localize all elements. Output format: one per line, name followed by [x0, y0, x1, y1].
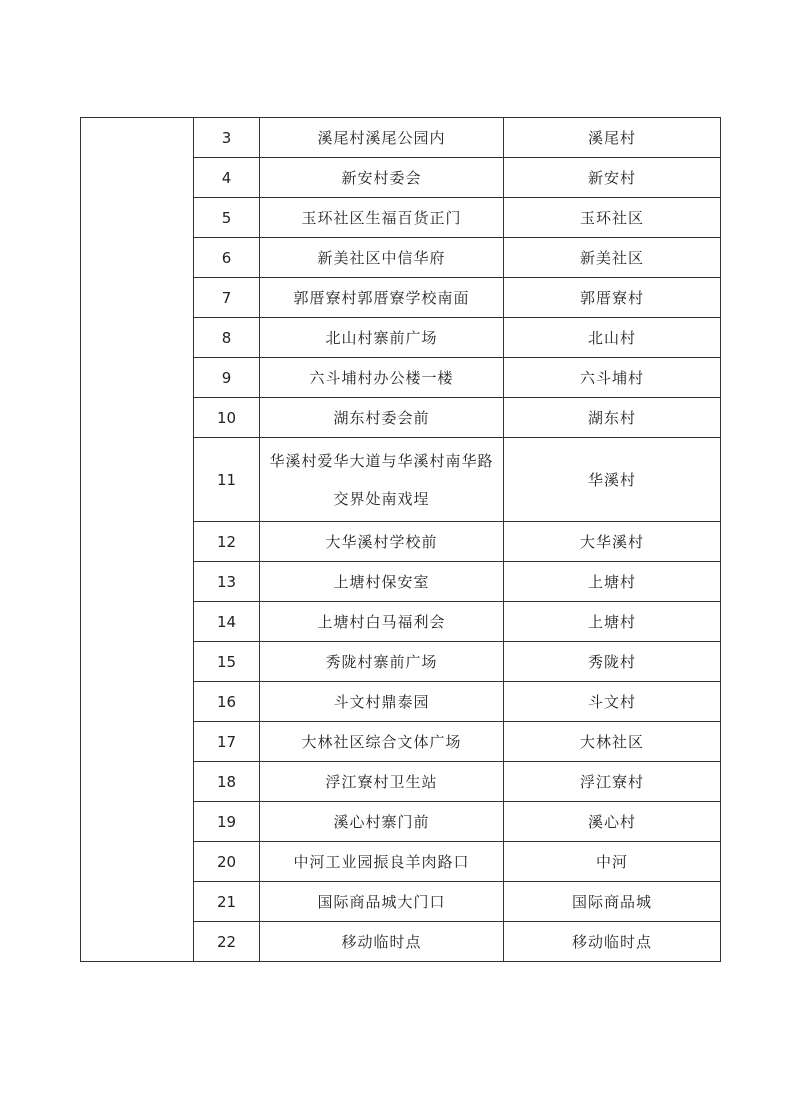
- village-name: 新美社区: [504, 238, 721, 278]
- site-location: 华溪村爱华大道与华溪村南华路交界处南戏埕: [260, 438, 504, 522]
- row-number: 15: [194, 642, 260, 682]
- merged-category-cell: [81, 118, 194, 962]
- row-number: 4: [194, 158, 260, 198]
- sites-table: [80, 117, 721, 962]
- village-name: 北山村: [504, 318, 721, 358]
- row-number: 11: [194, 438, 260, 522]
- row-number: 16: [194, 682, 260, 722]
- site-location: 斗文村鼎泰园: [260, 682, 504, 722]
- site-location: 上塘村白马福利会: [260, 602, 504, 642]
- row-number: 9: [194, 358, 260, 398]
- site-location: 六斗埔村办公楼一楼: [260, 358, 504, 398]
- village-name: 大林社区: [504, 722, 721, 762]
- village-name: 玉环社区: [504, 198, 721, 238]
- site-location: 溪心村寨门前: [260, 802, 504, 842]
- site-location: 国际商品城大门口: [260, 882, 504, 922]
- sites-table-body: [81, 118, 721, 962]
- row-number: 21: [194, 882, 260, 922]
- village-name: 上塘村: [504, 602, 721, 642]
- row-number: 8: [194, 318, 260, 358]
- row-number: 20: [194, 842, 260, 882]
- row-number: 7: [194, 278, 260, 318]
- village-name: 秀陇村: [504, 642, 721, 682]
- site-location: 浮江寮村卫生站: [260, 762, 504, 802]
- site-location: 溪尾村溪尾公园内: [260, 118, 504, 158]
- site-location: 北山村寨前广场: [260, 318, 504, 358]
- row-number: 10: [194, 398, 260, 438]
- site-location: 上塘村保安室: [260, 562, 504, 602]
- site-location: 玉环社区生福百货正门: [260, 198, 504, 238]
- row-number: 22: [194, 922, 260, 962]
- site-location: 新安村委会: [260, 158, 504, 198]
- village-name: 六斗埔村: [504, 358, 721, 398]
- village-name: 溪尾村: [504, 118, 721, 158]
- row-number: 6: [194, 238, 260, 278]
- village-name: 华溪村: [504, 438, 721, 522]
- village-name: 国际商品城: [504, 882, 721, 922]
- village-name: 溪心村: [504, 802, 721, 842]
- row-number: 3: [194, 118, 260, 158]
- site-location: 移动临时点: [260, 922, 504, 962]
- village-name: 湖东村: [504, 398, 721, 438]
- site-location: 秀陇村寨前广场: [260, 642, 504, 682]
- row-number: 13: [194, 562, 260, 602]
- site-location: 新美社区中信华府: [260, 238, 504, 278]
- site-location: 大华溪村学校前: [260, 522, 504, 562]
- site-location: 大林社区综合文体广场: [260, 722, 504, 762]
- village-name: 中河: [504, 842, 721, 882]
- site-location: 湖东村委会前: [260, 398, 504, 438]
- village-name: 大华溪村: [504, 522, 721, 562]
- village-name: 浮江寮村: [504, 762, 721, 802]
- row-number: 12: [194, 522, 260, 562]
- village-name: 移动临时点: [504, 922, 721, 962]
- village-name: 新安村: [504, 158, 721, 198]
- table-row: [81, 118, 721, 158]
- row-number: 17: [194, 722, 260, 762]
- village-name: 上塘村: [504, 562, 721, 602]
- site-location: 郭厝寮村郭厝寮学校南面: [260, 278, 504, 318]
- row-number: 19: [194, 802, 260, 842]
- row-number: 14: [194, 602, 260, 642]
- village-name: 郭厝寮村: [504, 278, 721, 318]
- site-location: 中河工业园振良羊肉路口: [260, 842, 504, 882]
- row-number: 5: [194, 198, 260, 238]
- row-number: 18: [194, 762, 260, 802]
- village-name: 斗文村: [504, 682, 721, 722]
